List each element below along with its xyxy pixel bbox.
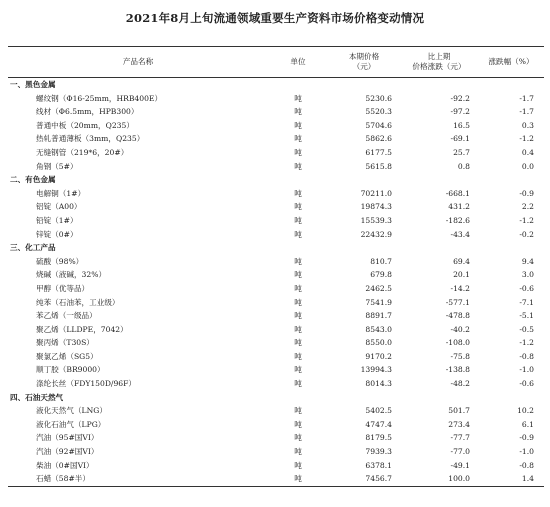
unit-cell: 吨 — [294, 93, 302, 103]
change-cell: 20.1 — [453, 270, 470, 280]
percent-cell: -1.0 — [519, 365, 534, 375]
percent-cell: -0.2 — [519, 229, 534, 239]
table-row — [8, 350, 544, 364]
change-cell: -92.2 — [450, 93, 470, 103]
percent-cell: -5.1 — [519, 311, 534, 321]
table-row — [8, 377, 544, 391]
change-cell: 16.5 — [453, 120, 470, 130]
header-current-price-line2: （元） — [352, 62, 376, 71]
price-cell: 22432.9 — [360, 229, 392, 239]
change-cell: -48.2 — [450, 379, 470, 389]
product-name: 硫酸（98%） — [36, 256, 84, 266]
table-row — [8, 200, 544, 214]
percent-cell: 0.4 — [521, 147, 534, 157]
percent-cell: -1.2 — [519, 338, 534, 348]
unit-cell: 吨 — [294, 365, 302, 375]
percent-cell: 2.2 — [521, 202, 534, 212]
product-name: 液化石油气（LPG） — [36, 419, 106, 429]
change-cell: -75.8 — [450, 351, 470, 361]
change-cell: -77.7 — [450, 433, 470, 443]
header-unit: 单位 — [268, 47, 328, 78]
price-cell: 7541.9 — [365, 297, 392, 307]
unit-cell: 吨 — [294, 215, 302, 225]
change-cell: -668.1 — [445, 188, 470, 198]
empty-cell — [478, 78, 544, 92]
unit-cell: 吨 — [294, 202, 302, 212]
change-cell: -182.6 — [445, 215, 470, 225]
percent-cell: -0.8 — [519, 460, 534, 470]
unit-cell: 吨 — [294, 447, 302, 457]
product-name: 锌锭（0#） — [36, 229, 78, 239]
price-cell: 6177.5 — [365, 147, 392, 157]
category-label: 三、化工产品 — [10, 243, 56, 253]
price-cell: 4747.4 — [365, 419, 392, 429]
empty-cell — [400, 78, 478, 92]
unit-cell: 吨 — [294, 161, 302, 171]
price-cell: 8543.0 — [365, 324, 392, 334]
product-name: 纯苯（石油苯，工业级） — [36, 297, 120, 307]
table-row — [8, 472, 544, 486]
table-header — [8, 47, 544, 78]
change-cell: 0.8 — [457, 161, 470, 171]
header-row — [8, 47, 544, 78]
unit-cell: 吨 — [294, 311, 302, 321]
price-cell: 70211.0 — [360, 188, 392, 198]
price-cell: 15539.3 — [360, 215, 392, 225]
percent-cell: -1.7 — [519, 107, 534, 117]
header-change-percent: 涨跌幅（%） — [478, 47, 544, 78]
header-current-price-line1: 本期价格 — [348, 52, 380, 61]
table-row — [8, 160, 544, 174]
product-name: 烧碱（液碱，32%） — [36, 270, 107, 280]
table-row — [8, 255, 544, 269]
price-cell: 19874.3 — [360, 202, 392, 212]
change-cell: -97.2 — [450, 107, 470, 117]
table-row — [8, 323, 544, 337]
percent-cell: -0.8 — [519, 351, 534, 361]
header-product-name: 产品名称 — [8, 47, 268, 78]
table-row — [8, 404, 544, 418]
unit-cell: 吨 — [294, 338, 302, 348]
table-row — [8, 431, 544, 445]
price-cell: 7939.3 — [365, 447, 392, 457]
unit-cell: 吨 — [294, 433, 302, 443]
price-cell: 5862.6 — [365, 134, 392, 144]
header-price-change-line2: 价格涨跌（元） — [412, 62, 466, 71]
empty-cell — [268, 241, 328, 255]
unit-cell: 吨 — [294, 460, 302, 470]
change-cell: -108.0 — [445, 338, 470, 348]
unit-cell: 吨 — [294, 379, 302, 389]
empty-cell — [478, 241, 544, 255]
empty-cell — [328, 391, 400, 405]
category-label: 四、石油天然气 — [10, 392, 64, 402]
product-name: 苯乙烯（一级品） — [36, 311, 97, 321]
product-name: 螺纹钢（Φ16-25mm，HRB400E） — [36, 93, 163, 103]
unit-cell: 吨 — [294, 297, 302, 307]
empty-cell — [268, 78, 328, 92]
change-cell: -577.1 — [445, 297, 470, 307]
change-cell: -40.2 — [450, 324, 470, 334]
unit-cell: 吨 — [294, 324, 302, 334]
price-cell: 679.8 — [370, 270, 392, 280]
product-name: 汽油（95#国VI） — [36, 433, 99, 443]
change-cell: -49.1 — [450, 460, 470, 470]
table-row — [8, 92, 544, 106]
change-cell: 431.2 — [448, 202, 470, 212]
change-cell: 69.4 — [453, 256, 470, 266]
percent-cell: -1.2 — [519, 134, 534, 144]
product-name: 电解铜（1#） — [36, 188, 86, 198]
product-name: 无缝钢管（219*6，20#） — [36, 147, 129, 157]
product-name: 汽油（92#国VI） — [36, 447, 99, 457]
table-row — [8, 119, 544, 133]
empty-cell — [478, 391, 544, 405]
empty-cell — [400, 391, 478, 405]
product-name: 石蜡（58#半） — [8, 472, 268, 486]
product-name: 液化天然气（LNG） — [36, 406, 107, 416]
unit-cell: 吨 — [294, 270, 302, 280]
percent-cell: 9.4 — [521, 256, 534, 266]
change-cell: 100.0 — [400, 472, 478, 486]
unit-cell: 吨 — [294, 188, 302, 198]
product-name: 涤纶长丝（FDY150D/96F） — [36, 379, 137, 389]
change-cell: 25.7 — [453, 147, 470, 157]
percent-cell: 3.0 — [521, 270, 534, 280]
percent-cell: -1.2 — [519, 215, 534, 225]
price-cell: 8891.7 — [365, 311, 392, 321]
table-row — [8, 459, 544, 473]
change-cell: 501.7 — [448, 406, 470, 416]
percent-cell: -7.1 — [519, 297, 534, 307]
percent-cell: 0.3 — [521, 120, 534, 130]
percent-cell: -0.6 — [519, 379, 534, 389]
price-cell: 5704.6 — [365, 120, 392, 130]
price-cell: 2462.5 — [365, 283, 392, 293]
table-row — [8, 336, 544, 350]
product-name: 铝锭（A00） — [36, 202, 82, 212]
category-label: 二、有色金属 — [10, 175, 56, 185]
empty-cell — [328, 241, 400, 255]
product-name: 柴油（0#国VI） — [36, 460, 94, 470]
product-name: 普通中板（20mm，Q235） — [36, 120, 134, 130]
table-row — [8, 418, 544, 432]
empty-cell — [268, 173, 328, 187]
product-name: 热轧普通薄板（3mm，Q235） — [36, 134, 145, 144]
price-cell: 5520.3 — [365, 107, 392, 117]
table-row — [8, 268, 544, 282]
product-name: 聚氯乙烯（SG5） — [36, 351, 98, 361]
category-row — [8, 391, 544, 405]
table-body — [8, 78, 544, 487]
unit-cell: 吨 — [294, 419, 302, 429]
change-cell: -14.2 — [450, 283, 470, 293]
price-table — [8, 46, 544, 487]
table-row — [8, 146, 544, 160]
change-cell: -138.8 — [445, 365, 470, 375]
table-row — [8, 132, 544, 146]
percent-cell: -1.0 — [519, 447, 534, 457]
page-title: 2021年8月上旬流通领域重要生产资料市场价格变动情况 — [125, 11, 425, 25]
empty-cell — [400, 241, 478, 255]
price-cell: 5230.6 — [365, 93, 392, 103]
price-cell: 13994.3 — [360, 365, 392, 375]
table-row — [8, 228, 544, 242]
percent-cell: 0.0 — [521, 161, 534, 171]
table-row — [8, 105, 544, 119]
unit-cell: 吨 — [294, 147, 302, 157]
percent-cell: 6.1 — [521, 419, 534, 429]
category-row — [8, 78, 544, 92]
price-cell: 8179.5 — [365, 433, 392, 443]
percent-cell: -0.6 — [519, 283, 534, 293]
unit-cell: 吨 — [294, 256, 302, 266]
product-name: 聚乙烯（LLDPE，7042） — [36, 324, 128, 334]
price-table-container — [8, 46, 544, 487]
percent-cell: -1.7 — [519, 93, 534, 103]
percent-cell: 10.2 — [517, 406, 534, 416]
unit-cell: 吨 — [294, 229, 302, 239]
table-row — [8, 445, 544, 459]
product-name: 聚丙烯（T30S） — [36, 338, 94, 348]
price-cell: 5402.5 — [365, 406, 392, 416]
unit-cell: 吨 — [294, 351, 302, 361]
change-cell: -478.8 — [445, 311, 470, 321]
product-name: 角钢（5#） — [36, 161, 78, 171]
category-row — [8, 241, 544, 255]
header-current-price — [328, 47, 400, 78]
change-cell: -43.4 — [450, 229, 470, 239]
product-name: 甲醇（优等品） — [36, 283, 90, 293]
percent-cell: -0.9 — [519, 433, 534, 443]
change-cell: -69.1 — [450, 134, 470, 144]
table-row — [8, 187, 544, 201]
table-row — [8, 282, 544, 296]
category-label: 一、黑色金属 — [10, 80, 56, 89]
table-row — [8, 296, 544, 310]
empty-cell — [400, 173, 478, 187]
unit-cell: 吨 — [268, 472, 328, 486]
empty-cell — [268, 391, 328, 405]
category-row — [8, 173, 544, 187]
unit-cell: 吨 — [294, 406, 302, 416]
price-cell: 8014.3 — [365, 379, 392, 389]
header-price-change — [400, 47, 478, 78]
price-cell: 7456.7 — [328, 472, 400, 486]
change-cell: -77.0 — [450, 447, 470, 457]
product-name: 顺丁胶（BR9000） — [36, 365, 105, 375]
percent-cell: 1.4 — [478, 472, 544, 486]
price-cell: 9170.2 — [365, 351, 392, 361]
change-cell: 273.4 — [448, 419, 470, 429]
unit-cell: 吨 — [294, 107, 302, 117]
empty-cell — [328, 78, 400, 92]
header-price-change-line1: 比上期 — [427, 52, 451, 61]
table-row — [8, 363, 544, 377]
empty-cell — [328, 173, 400, 187]
empty-cell — [478, 173, 544, 187]
price-cell: 6378.1 — [365, 460, 392, 470]
table-row — [8, 309, 544, 323]
unit-cell: 吨 — [294, 120, 302, 130]
percent-cell: -0.9 — [519, 188, 534, 198]
product-name: 铅锭（1#） — [36, 215, 78, 225]
price-cell: 5615.8 — [365, 161, 392, 171]
product-name: 线材（Φ6.5mm，HPB300） — [36, 107, 139, 117]
price-cell: 810.7 — [370, 256, 392, 266]
price-cell: 8550.0 — [365, 338, 392, 348]
table-row — [8, 214, 544, 228]
unit-cell: 吨 — [294, 283, 302, 293]
percent-cell: -0.5 — [519, 324, 534, 334]
unit-cell: 吨 — [294, 134, 302, 144]
